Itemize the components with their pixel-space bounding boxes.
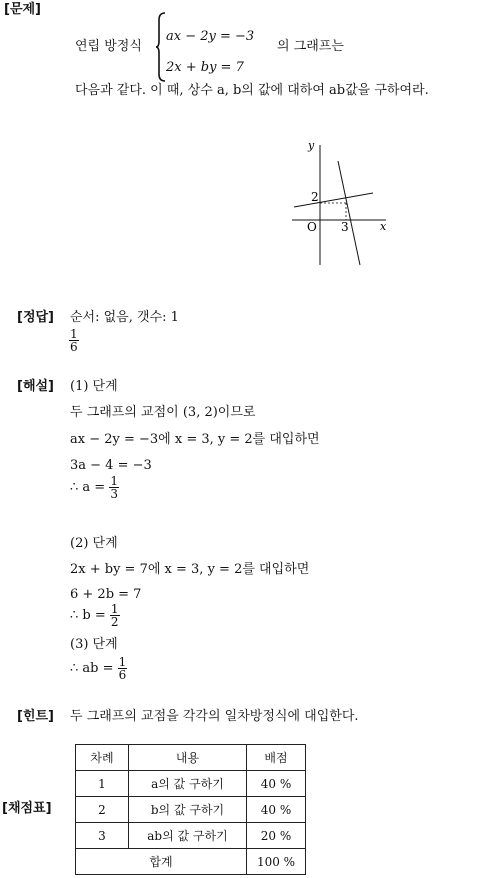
problem-line2: 다음과 같다. 이 때, 상수 a, b의 값에 대하여 ab값을 구하여라. [75,83,429,98]
row-order: 1 [76,771,129,797]
table-row [76,823,306,849]
total-label: 합계 [76,849,247,875]
row-content: ab의 값 구하기 [129,823,247,849]
step2-result-text: ∴ b = [70,608,106,623]
step3-denominator: 6 [118,668,127,682]
equation-2: 2x + by = 7 [166,60,244,75]
hint-label: [힌트] [17,709,54,724]
step2-line1: 2x + by = 7에 x = 3, y = 2를 대입하면 [70,562,310,577]
step1-result [70,475,119,500]
header-order: 차례 [76,745,129,771]
answer-denominator: 6 [70,340,78,354]
step2-title: (2) 단계 [70,536,118,551]
graph [280,135,390,267]
row-score: 40 % [247,771,306,797]
answer-fraction [69,328,79,353]
row-content: b의 값 구하기 [129,797,247,823]
y-axis-label: y [308,139,315,152]
row-score: 20 % [247,823,306,849]
step1-result-text: ∴ a = [70,480,106,495]
row-score: 40 % [247,797,306,823]
header-score: 배점 [247,745,306,771]
step2-result [70,603,120,628]
answer-numerator: 1 [70,327,78,341]
step2-numerator: 1 [110,602,119,616]
x-axis-label: x [380,220,387,233]
step1-numerator: 1 [110,474,118,488]
step3-result-text: ∴ ab = [70,661,114,676]
scoring-table [75,744,306,875]
step1-title: (1) 단계 [70,379,118,394]
hint-text: 두 그래프의 교점을 각각의 일차방정식에 대입한다. [70,709,359,724]
step1-line2: ax − 2y = −3에 x = 3, y = 2를 대입하면 [70,432,320,447]
explanation-label: [해설] [17,379,54,394]
table-row [76,771,306,797]
step1-line1: 두 그래프의 교점이 (3, 2)이므로 [70,405,256,420]
step2-line2: 6 + 2b = 7 [70,587,142,602]
problem-label: [문제] [4,2,41,17]
answer-meta: 순서: 없음, 갯수: 1 [70,310,179,325]
row-content: a의 값 구하기 [129,771,247,797]
header-content: 내용 [129,745,247,771]
total-value: 100 % [247,849,306,875]
step3-numerator: 1 [118,655,127,669]
equation-1: ax − 2y = −3 [166,29,255,44]
origin-label: O [307,220,317,234]
scoring-label: [채점표] [2,801,52,816]
step1-denominator: 3 [110,487,118,501]
problem-line1-prefix: 연립 방정식 [75,39,142,54]
step2-denominator: 2 [110,615,119,629]
step3-result [70,656,127,681]
problem-line1-suffix: 의 그래프는 [277,39,344,54]
row-order: 2 [76,797,129,823]
line-2x-by [338,161,360,265]
answer-label: [정답] [17,310,54,325]
table-total-row [76,849,306,875]
x-tick-label: 3 [341,220,349,234]
system-brace [156,12,166,82]
row-order: 3 [76,823,129,849]
y-tick-label: 2 [311,190,319,204]
line-ax-2y [294,193,373,207]
table-row [76,797,306,823]
table-header-row [76,745,306,771]
step1-line3: 3a − 4 = −3 [70,458,152,473]
step3-title: (3) 단계 [70,637,118,652]
